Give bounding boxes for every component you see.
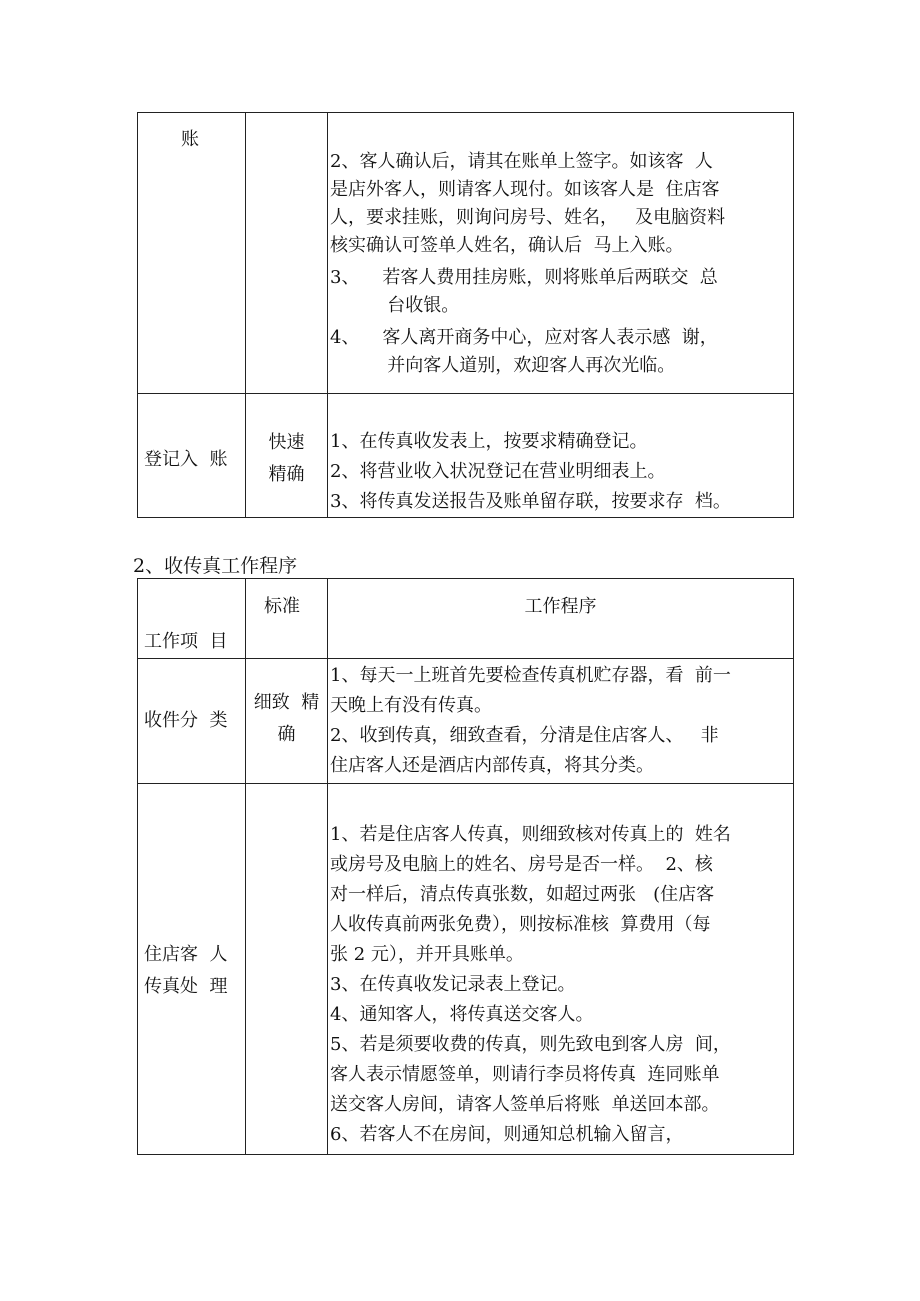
item-cell — [138, 113, 246, 394]
column-header-procedure: 工作程序 — [524, 596, 597, 617]
column-header-item: 工作项 目 — [144, 631, 228, 652]
standard-label: 快速 — [268, 432, 305, 453]
header-item-cell — [138, 579, 246, 659]
procedure-line: 人收传真前两张免费），则按标准核 算费用（每 — [330, 914, 711, 935]
standard-cell — [246, 784, 328, 1155]
procedure-line: 3、在传真收发记录表上登记。 — [330, 974, 576, 995]
procedure-line: 5、若是须要收费的传真，则先致电到客人房 间， — [330, 1034, 731, 1055]
procedure-line: 天晚上有没有传真。 — [330, 695, 492, 716]
procedure-cell — [328, 113, 794, 394]
procedure-line: 客人表示情愿签单，则请行李员将传真 连同账单 — [330, 1064, 720, 1085]
procedure-line: 1、在传真收发表上，按要求精确登记。 — [330, 431, 648, 452]
standard-cell — [246, 659, 328, 784]
procedure-line: 对一样后，清点传真张数，如超过两张 (住店客 — [330, 884, 715, 905]
procedure-line: 送交客人房间，请客人签单后将账 单送回本部。 — [330, 1094, 720, 1115]
procedure-line: 住店客人还是酒店内部传真，将其分类。 — [330, 755, 654, 776]
standard-label: 细致 精 — [253, 692, 320, 713]
procedure-table-2 — [137, 578, 794, 1155]
procedure-line: 台收银。 — [330, 295, 460, 316]
procedure-line: 3、将传真发送报告及账单留存联，按要求存 档。 — [330, 491, 731, 512]
header-standard-cell — [246, 579, 328, 659]
procedure-cell — [328, 784, 794, 1155]
procedure-line: 3、 若客人费用挂房账，则将账单后两联交 总 — [330, 267, 718, 288]
procedure-line: 6、若客人不在房间，则通知总机输入留言， — [330, 1124, 684, 1145]
procedure-line: 2、收到传真，细致查看，分清是住店客人、 非 — [330, 725, 719, 746]
procedure-line: 是店外客人，则请客人现付。如该客人是 住店客 — [330, 179, 720, 200]
table-row — [138, 394, 794, 518]
procedure-line: 核实确认可签单人姓名，确认后 马上入账。 — [330, 235, 684, 256]
procedure-line: 1、每天一上班首先要检查传真机贮存器，看 前一 — [330, 665, 731, 686]
procedure-line: 2、将营业收入状况登记在营业明细表上。 — [330, 461, 666, 482]
procedure-line: 4、 客人离开商务中心，应对客人表示感 谢， — [330, 327, 718, 348]
header-procedure-cell — [328, 579, 794, 659]
procedure-line: 2、客人确认后，请其在账单上签字。如该客 人 — [330, 151, 713, 172]
procedure-table-1 — [137, 112, 794, 518]
item-label: 传真处 理 — [144, 976, 228, 997]
procedure-line: 人，要求挂账，则询问房号、姓名， 及电脑资料 — [330, 207, 726, 228]
table-header-row — [138, 579, 794, 659]
procedure-line: 张 2 元），并开具账单。 — [330, 944, 524, 965]
procedure-line: 并向客人道别，欢迎客人再次光临。 — [330, 355, 676, 376]
procedure-cell — [328, 394, 794, 518]
procedure-line: 或房号及电脑上的姓名、房号是否一样。 2、核 — [330, 854, 713, 875]
item-label: 住店客 人 — [144, 944, 228, 965]
column-header-standard: 标准 — [264, 596, 300, 617]
item-cell — [138, 659, 246, 784]
standard-label: 确 — [277, 724, 296, 745]
item-label: 收件分 类 — [144, 710, 228, 731]
standard-cell — [246, 113, 328, 394]
table-row — [138, 659, 794, 784]
table-row — [138, 784, 794, 1155]
section-heading: 2、收传真工作程序 — [133, 555, 298, 577]
procedure-line: 4、通知客人，将传真送交客人。 — [330, 1004, 594, 1025]
standard-cell — [246, 394, 328, 518]
item-label: 账 — [181, 129, 199, 150]
procedure-cell — [328, 659, 794, 784]
procedure-line: 1、若是住店客人传真，则细致核对传真上的 姓名 — [330, 824, 731, 845]
item-cell — [138, 784, 246, 1155]
item-label: 登记入 账 — [144, 449, 228, 470]
standard-label: 精确 — [268, 464, 305, 485]
item-cell — [138, 394, 246, 518]
table-row — [138, 113, 794, 394]
